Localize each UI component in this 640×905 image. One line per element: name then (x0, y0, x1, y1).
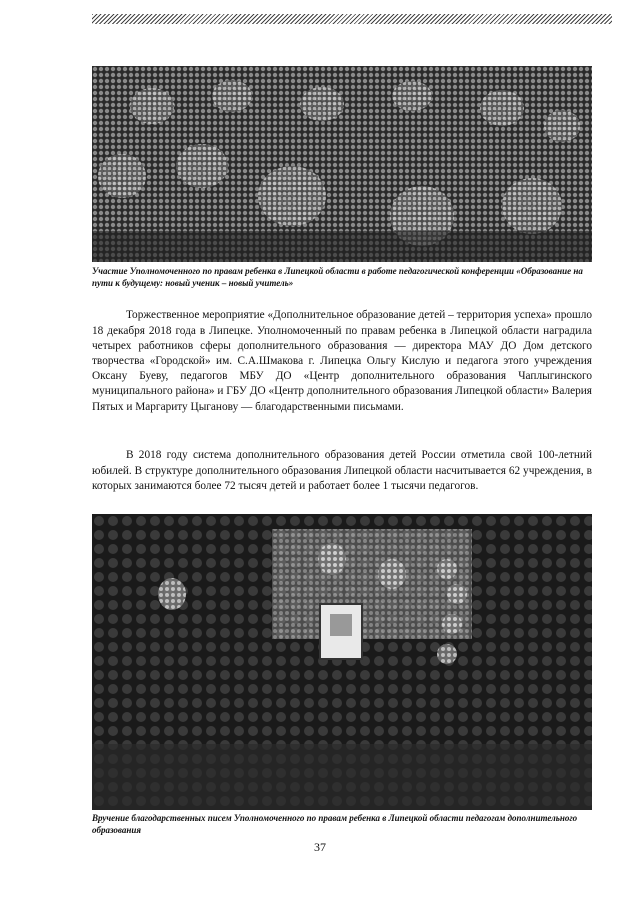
page-number: 37 (314, 840, 326, 854)
photo2-caption: Вручение благодарственных писем Уполномоченного по правам ребенка в Липецкой области педагогам дополнительного образования (92, 813, 578, 835)
header-decorative-band (92, 14, 612, 24)
conference-audience-photo (92, 66, 592, 262)
award-ceremony-photo (92, 514, 592, 810)
photo1-caption: Участие Уполномоченного по правам ребенка в Липецкой области в работе педагогической конференции «Образование на пути к будущему: новый ученик – новый учитель» (92, 266, 583, 288)
paragraph-anniversary: В 2018 году система дополнительного образования детей России отметила свой 100-летний юбилей. В структуре дополнительного образования Липецкой области насчитывается 62 учреждения, в которых занимаются более 72 тысяч детей и работает более 1 тысячи педагогов. (92, 449, 592, 492)
paragraph-ceremony: Торжественное мероприятие «Дополнительное образование детей – территория успеха» прошло 18 декабря 2018 года в Липецке. Уполномоченный по правам ребенка в Липецкой области наградила четырех работников сферы дополнительного образования — директора МАУ ДО Дом детского творчества «Городской» им. С.А.Шмакова г. Липецка Ольгу Кислую и педагога этого учреждения Оксану Буеву, педагогов МБУ ДО «Центр дополнительного образования Чаплыгинского муниципального района» и ГБУ ДО «Центр дополнительного образования Липецкой области» Валерия Пятых и Маргариту Цыганову — благодарственными письмами. (92, 309, 592, 413)
